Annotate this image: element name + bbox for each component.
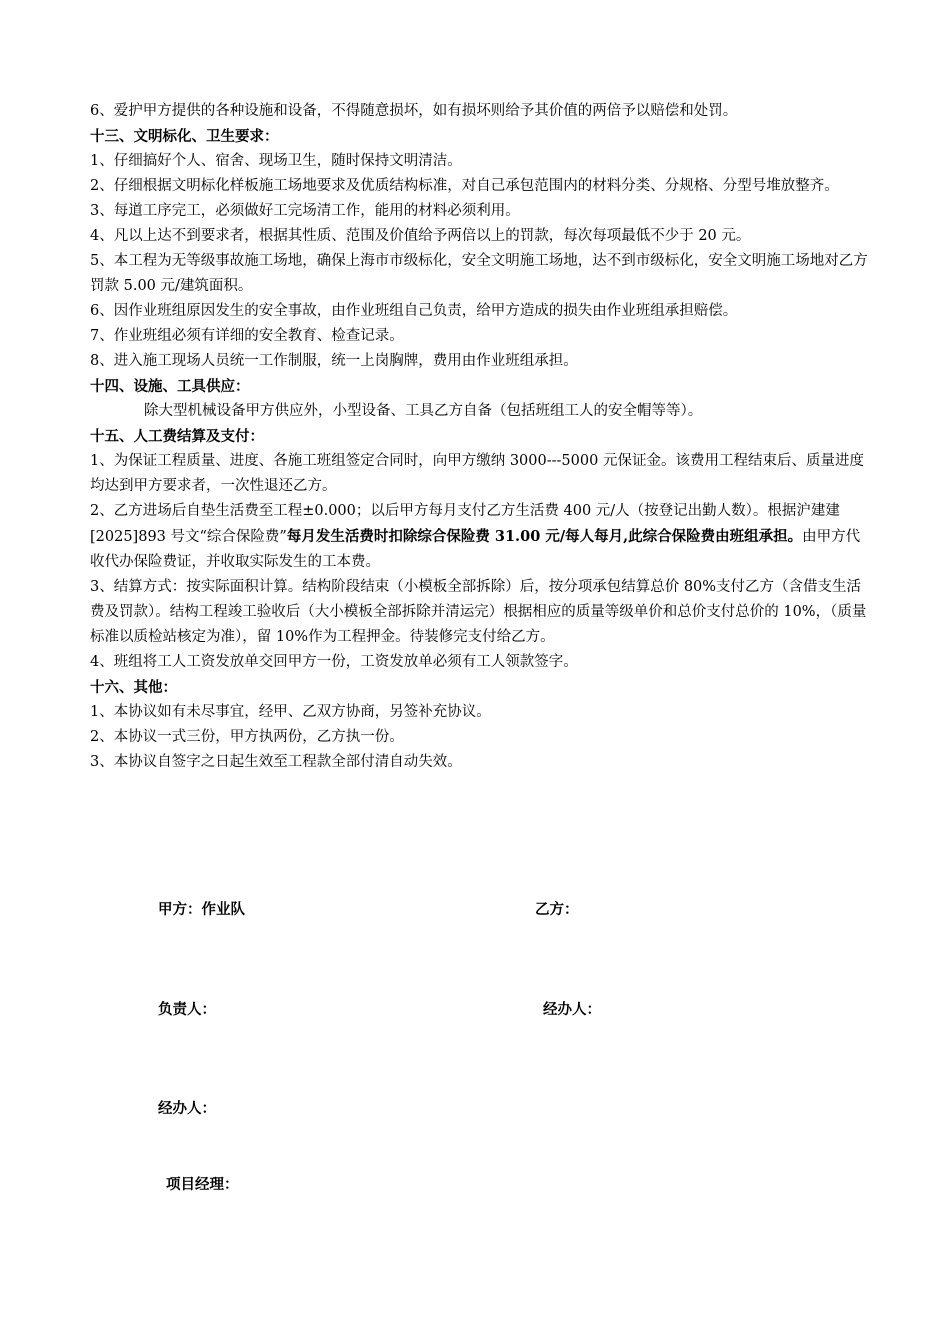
section-heading: 十五、人工费结算及支付： (90, 428, 264, 445)
party-a-label: 甲方：作业队 (158, 901, 245, 918)
clause-line: 1、为保证工程质量、进度、各施工班组签定合同时，向甲方缴纳 3000---5000 元保证金。该费用工程结束后、质量进度均达到甲方要求者，一次性退还乙方。 (90, 453, 864, 494)
clause-line: 8、进入施工现场人员统一工作制服，统一上岗胸牌，费用由作业班组承担。 (90, 353, 578, 369)
insurance-text-bold: 每月发生活费时扣除综合保险费 31.00 元/每人每月,此综合保险费由班组承担。 (286, 528, 803, 545)
clause-line: 3、本协议自签字之日起生效至工程款全部付清自动失效。 (90, 754, 462, 770)
responsible-person-label: 负责人： (158, 1001, 216, 1018)
clause-line: 3、结算方式：按实际面积计算。结构阶段结束（小模板全部拆除）后，按分项承包结算总价 80%支付乙方（含借支生活费及罚款）。结构工程竣工验收后（大小模板全部拆除并清运完）根据相应的质量等级单价和总价支付总价的 10%，（质量标准以质检站核定为准），留 10%作为工程押金。待装修完支付给乙方。 (90, 579, 867, 645)
project-manager-label: 项目经理： (166, 1176, 239, 1193)
clause-line: 6、爱护甲方提供的各种设施和设备，不得随意损坏，如有损坏则给予其价值的两倍予以赔偿和处罚。 (90, 103, 738, 119)
clause-line: 2、仔细根据文明标化样板施工场地要求及优质结构标准，对自己承包范围内的材料分类、分规格、分型号堆放整齐。 (90, 178, 839, 194)
section-heading: 十四、设施、工具供应： (90, 378, 250, 395)
clause-line: 4、班组将工人工资发放单交回甲方一份，工资发放单必须有工人领款签字。 (90, 654, 578, 670)
document-body (90, 99, 870, 775)
section-heading: 十三、文明标化、卫生要求： (90, 128, 279, 145)
clause-line: 2、本协议一式三份，甲方执两份，乙方执一份。 (90, 729, 404, 745)
clause-line: 4、凡以上达不到要求者，根据其性质、范围及价值给予两倍以上的罚款，每次每项最低不少于 20 元。 (90, 228, 751, 244)
section-heading: 十六、其他： (90, 679, 177, 696)
clause-line: 6、因作业班组原因发生的安全事故，由作业班组自己负责，给甲方造成的损失由作业班组承担赔偿。 (90, 303, 738, 319)
clause-line: 1、本协议如有未尽事宜，经甲、乙双方协商，另签补充协议。 (90, 704, 491, 720)
party-a-handler-label: 经办人： (158, 1100, 216, 1117)
insurance-paragraph (90, 499, 870, 575)
clause-line: 5、本工程为无等级事故施工场地，确保上海市市级标化，安全文明施工场地，达不到市级标化，安全文明施工场地对乙方罚款 5.00 元/建筑面积。 (90, 253, 868, 294)
clause-line: 除大型机械设备甲方供应外，小型设备、工具乙方自备（包括班组工人的安全帽等等）。 (144, 403, 703, 419)
clause-line: 1、仔细搞好个人、宿舍、现场卫生，随时保持文明清洁。 (90, 153, 462, 169)
insurance-text-3: 由甲方代收代办保险费证，并收取实际发生的工本费。 (90, 529, 861, 570)
insurance-text-1: 2、乙方进场后自垫生活费至工程±0.000；以后甲方每月支付乙方生活费 400 元/人（按登记出勤人数）。根据沪建建[2025]893 号文“综合保险费” (90, 503, 840, 545)
party-b-label: 乙方： (535, 901, 579, 918)
party-b-handler-label: 经办人： (543, 1001, 601, 1018)
clause-line: 3、每道工序完工，必须做好工完场清工作，能用的材料必须利用。 (90, 203, 520, 219)
clause-line: 7、作业班组必须有详细的安全教育、检查记录。 (90, 328, 404, 344)
